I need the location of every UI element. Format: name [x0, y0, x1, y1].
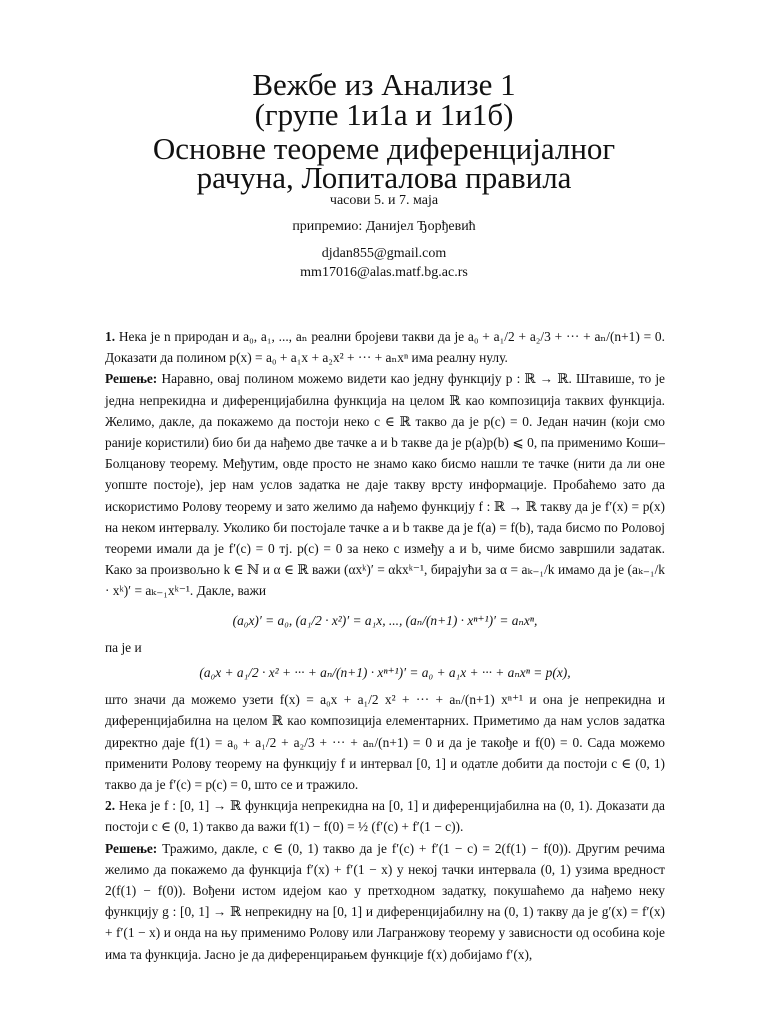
equation-sum-derivative: (a₀x + a₁/2 · x² + ··· + aₙ/(n+1) · xⁿ⁺¹)′ = a₀ + a₁x + ··· + aₙxⁿ = p(x),: [199, 665, 571, 681]
bridge-text: па је и: [105, 639, 142, 655]
problem-1-solution: [105, 368, 665, 601]
problem-1-statement: [105, 326, 665, 368]
problem-2-statement: [105, 795, 665, 837]
document-author: припремио: Данијел Ђорђевић: [292, 219, 476, 234]
document-dates: часови 5. и 7. маја: [329, 193, 439, 208]
equation-derivatives: (a₀x)′ = a₀, (a₁/2 · x²)′ = a₁x, ..., (aₙ/(n+1) · xⁿ⁺¹)′ = aₙxⁿ,: [232, 612, 538, 628]
document-body: [105, 326, 665, 965]
document-title-line-1: Вежбе из Анализе 1: [252, 67, 516, 102]
problem-number: 2.: [105, 798, 116, 814]
problem-text: Нека је f : [0, 1] → ℝ функција непрекидна на [0, 1] и диференцијабилна на (0, 1). Доказати да постоји c ∈ (0, 1) такво да важи f(1) − f(0) = ½ (f′(c) + f′(1 − c)).: [105, 798, 665, 835]
problem-2-solution: [105, 838, 665, 965]
solution-label: Решење:: [105, 371, 158, 387]
author-email-1: djdan855@gmail.com: [321, 246, 447, 261]
problem-number: 1.: [105, 329, 116, 344]
author-email-2: mm17016@alas.matf.bg.ac.rs: [300, 265, 468, 280]
problem-text: Нека је n природан и a₀, a₁, ..., aₙ реални бројеви такви да је a₀ + a₁/2 + a₂/3 + ··· + aₙ/(n+1) = 0. Доказати да полином p(x) = a₀ + a₁x + a₂x² + ··· + aₙxⁿ има реалну нулу.: [105, 329, 665, 366]
solution-label: Решење:: [105, 840, 158, 856]
solution-text: Наравно, овај полином можемо видети као једну функцију p : ℝ → ℝ. Штавише, то је једна непрекидна и диференцијабилна функција на целом ℝ као композиција таквих функција. Желимо, дакле, да покажемо да постоји неко c ∈ ℝ такво да је p(c) = 0. Један начин (који смо раније користили) био би да нађемо две тачке a и b такве да је p(a)p(b) ⩽ 0, па применимо Коши–Болцанову теорему. Међутим, овде просто не знамо како бисмо нашли те тачке (нити да ли оне уопште постоје), јер нам услов задатка не даје такву врсту информације. Пробаћемо зато да искористимо Ролову теорему и зато желимо да нађемо функцију f : ℝ → ℝ такву да је f′(x) = p(x) на неком интервалу. Уколико би постојале тачке a и b такве да је f(a) = f(b), тада бисмо по Роловој теореми имали да је f′(c) = 0 тј. p(c) = 0 за неко c између a и b, чиме бисмо завршили задатак. Како за произвољно k ∈ ℕ и α ∈ ℝ важи (αxᵏ)′ = αkxᵏ⁻¹, бирајући за α = aₖ₋₁/k имамо да је (aₖ₋₁/k · xᵏ)′ = aₖ₋₁xᵏ⁻¹. Дакле, важи: [105, 371, 665, 599]
document-title-line-4: рачуна, Лопиталова правила: [196, 160, 572, 195]
document-title-line-2: (групе 1и1а и 1и1б): [254, 97, 514, 132]
document-title-line-3: Основне теореме диференцијалног: [152, 131, 616, 166]
solution-text: Тражимо, дакле, c ∈ (0, 1) такво да је f′(c) + f′(1 − c) = 2(f(1) − f(0)). Другим речима желимо да покажемо да функција f′(x) + f′(1 − x) у некој тачки интервала (0, 1) узима вредност 2(f(1) − f(0)). Вођени истом идејом као у претходном задатку, покушаћемо да нађемо неку функцију g : [0, 1] → ℝ непрекидну на [0, 1] и диференцијабилну на (0, 1) такву да је g′(x) = f′(x) + f′(1 − x) и онда на њу применимо Ролову или Лагранжову теорему у зависности од особина које има та функција. Јасно је да диференцирањем функције f(x) добијамо f′(x),: [105, 840, 665, 962]
problem-1-solution-continued: што значи да можемо узети f(x) = a₀x + a₁/2 x² + ··· + aₙ/(n+1) xⁿ⁺¹ и она је непрекидна и диференцијабилна на целом ℝ као композиција елементарних. Приметимо да нам услов задатка директно даје f(1) = a₀ + a₁/2 + a₂/3 + ··· + aₙ/(n+1) = 0 и да је такође и f(0) = 0. Сада можемо применити Ролову теорему на функцију f и интервал [0, 1] и одатле добити да постоји c ∈ (0, 1) такво да је f′(c) = p(c) = 0, што се и тражило.: [105, 692, 665, 793]
